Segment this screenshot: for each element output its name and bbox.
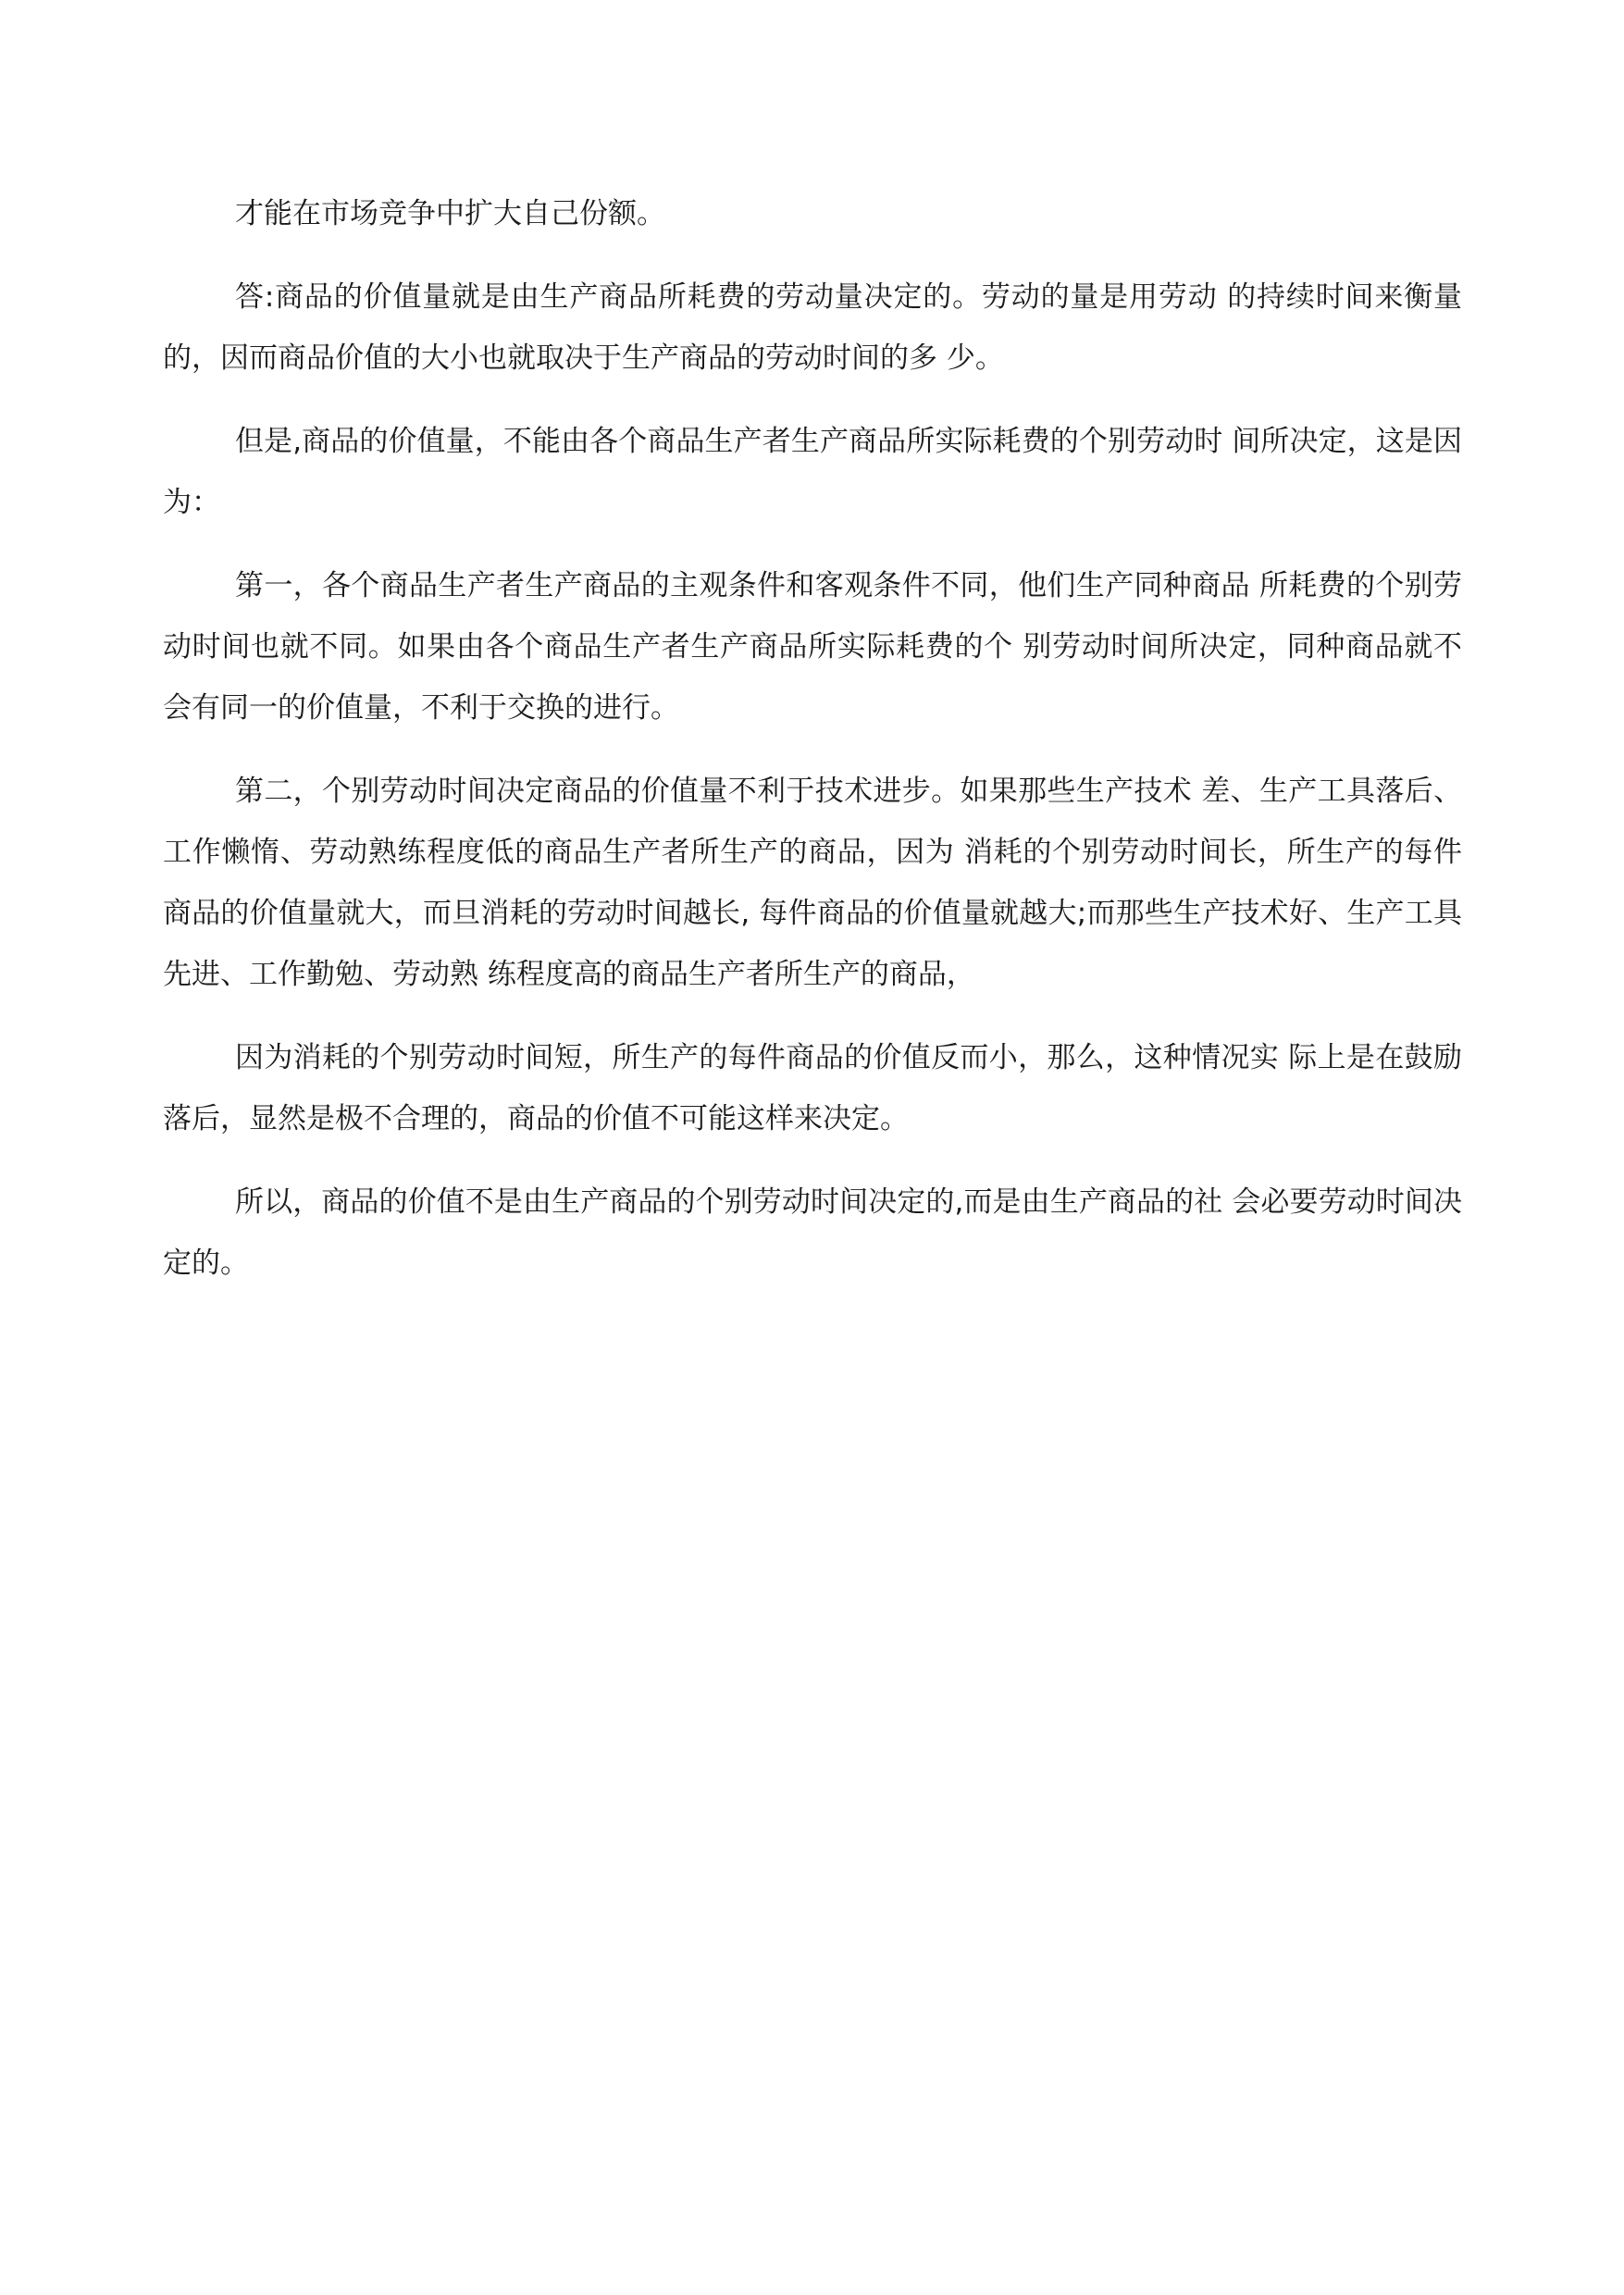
paragraph-2: 答:商品的价值量就是由生产商品所耗费的劳动量决定的。劳动的量是用劳动 的持续时间来衡量的，因而商品价值的大小也就取决于生产商品的劳动时间的多 少。 bbox=[163, 280, 1462, 375]
paragraph-1: 才能在市场竞争中扩大自己份额。 bbox=[235, 197, 665, 230]
document-body bbox=[163, 183, 1462, 1316]
paragraph-6: 因为消耗的个别劳动时间短，所生产的每件商品的价值反而小，那么，这种情况实 际上是在鼓励落后，显然是极不合理的，商品的价值不可能这样来决定。 bbox=[163, 1041, 1462, 1135]
paragraph-3: 但是,商品的价值量，不能由各个商品生产者生产商品所实际耗费的个别劳动时 间所决定，这是因为： bbox=[163, 425, 1462, 519]
paragraph-5: 第二，个别劳动时间决定商品的价值量不利于技术进步。如果那些生产技术 差、生产工具落后、工作懒惰、劳动熟练程度低的商品生产者所生产的商品，因为 消耗的个别劳动时间长，所生产的每件商品的价值量就大，而旦消耗的劳动时间越长, 每件商品的价值量就越大;而那些生产技术好、生产工具先进、工作勤勉、劳动熟 练程度高的商品生产者所生产的商品， bbox=[163, 775, 1462, 991]
paragraph-7: 所以，商品的价值不是由生产商品的个别劳动时间决定的,而是由生产商品的社 会必要劳动时间决定的。 bbox=[163, 1185, 1462, 1280]
paragraph-4: 第一，各个商品生产者生产商品的主观条件和客观条件不同，他们生产同种商品 所耗费的个别劳动时间也就不同。如果由各个商品生产者生产商品所实际耗费的个 别劳动时间所决定，同种商品就不会有同一的价值量，不利于交换的进行。 bbox=[163, 569, 1462, 725]
